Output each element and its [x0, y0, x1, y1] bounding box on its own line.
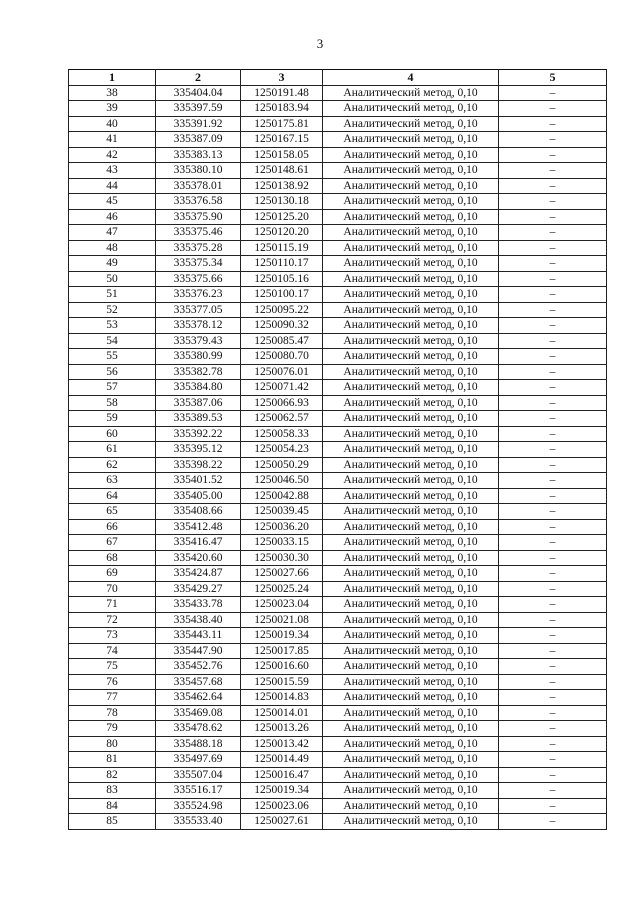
cell-point-number: 61: [69, 442, 156, 458]
cell-y-coordinate: 1250016.60: [241, 659, 323, 675]
cell-y-coordinate: 1250125.20: [241, 209, 323, 225]
cell-point-number: 80: [69, 736, 156, 752]
cell-y-coordinate: 1250027.66: [241, 566, 323, 582]
cell-method: Аналитический метод, 0,10: [323, 767, 499, 783]
cell-x-coordinate: 335375.28: [156, 240, 241, 256]
cell-description: –: [499, 194, 607, 210]
cell-y-coordinate: 1250014.83: [241, 690, 323, 706]
cell-description: –: [499, 240, 607, 256]
cell-y-coordinate: 1250016.47: [241, 767, 323, 783]
cell-method: Аналитический метод, 0,10: [323, 550, 499, 566]
table-row: [69, 457, 607, 473]
cell-x-coordinate: 335497.69: [156, 752, 241, 768]
cell-method: Аналитический метод, 0,10: [323, 736, 499, 752]
cell-y-coordinate: 1250054.23: [241, 442, 323, 458]
cell-method: Аналитический метод, 0,10: [323, 333, 499, 349]
cell-point-number: 43: [69, 163, 156, 179]
cell-x-coordinate: 335405.00: [156, 488, 241, 504]
cell-point-number: 50: [69, 271, 156, 287]
cell-y-coordinate: 1250030.30: [241, 550, 323, 566]
cell-y-coordinate: 1250080.70: [241, 349, 323, 365]
cell-y-coordinate: 1250120.20: [241, 225, 323, 241]
table-row: [69, 597, 607, 613]
cell-point-number: 76: [69, 674, 156, 690]
cell-point-number: 85: [69, 814, 156, 830]
cell-method: Аналитический метод, 0,10: [323, 256, 499, 272]
cell-point-number: 42: [69, 147, 156, 163]
cell-method: Аналитический метод, 0,10: [323, 209, 499, 225]
cell-method: Аналитический метод, 0,10: [323, 628, 499, 644]
cell-point-number: 45: [69, 194, 156, 210]
cell-method: Аналитический метод, 0,10: [323, 302, 499, 318]
cell-description: –: [499, 116, 607, 132]
cell-point-number: 83: [69, 783, 156, 799]
cell-point-number: 51: [69, 287, 156, 303]
cell-point-number: 48: [69, 240, 156, 256]
table-row: [69, 163, 607, 179]
cell-description: –: [499, 736, 607, 752]
cell-description: –: [499, 457, 607, 473]
cell-point-number: 82: [69, 767, 156, 783]
cell-y-coordinate: 1250090.32: [241, 318, 323, 334]
cell-method: Аналитический метод, 0,10: [323, 380, 499, 396]
cell-description: –: [499, 767, 607, 783]
cell-y-coordinate: 1250021.08: [241, 612, 323, 628]
table-row: [69, 240, 607, 256]
cell-y-coordinate: 1250066.93: [241, 395, 323, 411]
cell-x-coordinate: 335452.76: [156, 659, 241, 675]
cell-point-number: 59: [69, 411, 156, 427]
table-row: [69, 364, 607, 380]
cell-method: Аналитический метод, 0,10: [323, 194, 499, 210]
cell-description: –: [499, 101, 607, 117]
column-header-x-coordinate: 2: [156, 70, 241, 86]
cell-x-coordinate: 335383.13: [156, 147, 241, 163]
cell-description: –: [499, 581, 607, 597]
cell-x-coordinate: 335376.23: [156, 287, 241, 303]
table-row: [69, 395, 607, 411]
cell-description: –: [499, 178, 607, 194]
cell-description: –: [499, 85, 607, 101]
cell-description: –: [499, 550, 607, 566]
cell-x-coordinate: 335375.34: [156, 256, 241, 272]
cell-y-coordinate: 1250085.47: [241, 333, 323, 349]
table-row: [69, 225, 607, 241]
cell-method: Аналитический метод, 0,10: [323, 814, 499, 830]
cell-method: Аналитический метод, 0,10: [323, 271, 499, 287]
cell-method: Аналитический метод, 0,10: [323, 364, 499, 380]
table-row: [69, 504, 607, 520]
table-row: [69, 302, 607, 318]
cell-point-number: 63: [69, 473, 156, 489]
cell-method: Аналитический метод, 0,10: [323, 674, 499, 690]
table-row: [69, 426, 607, 442]
cell-description: –: [499, 225, 607, 241]
cell-y-coordinate: 1250062.57: [241, 411, 323, 427]
cell-y-coordinate: 1250050.29: [241, 457, 323, 473]
cell-y-coordinate: 1250023.06: [241, 798, 323, 814]
table-row: [69, 132, 607, 148]
cell-y-coordinate: 1250019.34: [241, 628, 323, 644]
cell-point-number: 47: [69, 225, 156, 241]
cell-description: –: [499, 504, 607, 520]
cell-method: Аналитический метод, 0,10: [323, 349, 499, 365]
column-header-y-coordinate: 3: [241, 70, 323, 86]
cell-method: Аналитический метод, 0,10: [323, 163, 499, 179]
cell-x-coordinate: 335438.40: [156, 612, 241, 628]
cell-y-coordinate: 1250015.59: [241, 674, 323, 690]
cell-description: –: [499, 535, 607, 551]
table-row: [69, 411, 607, 427]
cell-description: –: [499, 318, 607, 334]
cell-x-coordinate: 335389.53: [156, 411, 241, 427]
cell-x-coordinate: 335524.98: [156, 798, 241, 814]
cell-x-coordinate: 335488.18: [156, 736, 241, 752]
table-row: [69, 814, 607, 830]
cell-x-coordinate: 335377.05: [156, 302, 241, 318]
cell-description: –: [499, 411, 607, 427]
cell-point-number: 52: [69, 302, 156, 318]
coordinates-table: [68, 69, 607, 830]
cell-point-number: 58: [69, 395, 156, 411]
cell-description: –: [499, 488, 607, 504]
cell-y-coordinate: 1250019.34: [241, 783, 323, 799]
cell-y-coordinate: 1250167.15: [241, 132, 323, 148]
cell-point-number: 64: [69, 488, 156, 504]
cell-method: Аналитический метод, 0,10: [323, 287, 499, 303]
cell-description: –: [499, 814, 607, 830]
cell-x-coordinate: 335392.22: [156, 426, 241, 442]
cell-y-coordinate: 1250115.19: [241, 240, 323, 256]
table-row: [69, 581, 607, 597]
cell-x-coordinate: 335408.66: [156, 504, 241, 520]
cell-y-coordinate: 1250014.01: [241, 705, 323, 721]
cell-description: –: [499, 163, 607, 179]
cell-method: Аналитический метод, 0,10: [323, 612, 499, 628]
cell-y-coordinate: 1250071.42: [241, 380, 323, 396]
table-row: [69, 752, 607, 768]
cell-description: –: [499, 271, 607, 287]
cell-x-coordinate: 335398.22: [156, 457, 241, 473]
table-row: [69, 116, 607, 132]
cell-method: Аналитический метод, 0,10: [323, 535, 499, 551]
cell-x-coordinate: 335384.80: [156, 380, 241, 396]
cell-description: –: [499, 628, 607, 644]
cell-x-coordinate: 335457.68: [156, 674, 241, 690]
table-row: [69, 271, 607, 287]
cell-x-coordinate: 335462.64: [156, 690, 241, 706]
cell-method: Аналитический метод, 0,10: [323, 457, 499, 473]
cell-method: Аналитический метод, 0,10: [323, 581, 499, 597]
cell-x-coordinate: 335375.66: [156, 271, 241, 287]
cell-y-coordinate: 1250138.92: [241, 178, 323, 194]
cell-y-coordinate: 1250148.61: [241, 163, 323, 179]
cell-x-coordinate: 335397.59: [156, 101, 241, 117]
cell-x-coordinate: 335478.62: [156, 721, 241, 737]
cell-method: Аналитический метод, 0,10: [323, 519, 499, 535]
cell-y-coordinate: 1250046.50: [241, 473, 323, 489]
cell-point-number: 38: [69, 85, 156, 101]
cell-method: Аналитический метод, 0,10: [323, 240, 499, 256]
cell-method: Аналитический метод, 0,10: [323, 705, 499, 721]
cell-description: –: [499, 256, 607, 272]
cell-method: Аналитический метод, 0,10: [323, 798, 499, 814]
table-row: [69, 101, 607, 117]
cell-description: –: [499, 705, 607, 721]
cell-x-coordinate: 335412.48: [156, 519, 241, 535]
cell-point-number: 77: [69, 690, 156, 706]
cell-description: –: [499, 752, 607, 768]
cell-description: –: [499, 783, 607, 799]
table-row: [69, 767, 607, 783]
column-header-method: 4: [323, 70, 499, 86]
cell-y-coordinate: 1250058.33: [241, 426, 323, 442]
table-row: [69, 147, 607, 163]
cell-method: Аналитический метод, 0,10: [323, 318, 499, 334]
table-row: [69, 209, 607, 225]
table-row: [69, 178, 607, 194]
cell-x-coordinate: 335416.47: [156, 535, 241, 551]
cell-x-coordinate: 335533.40: [156, 814, 241, 830]
cell-method: Аналитический метод, 0,10: [323, 721, 499, 737]
cell-x-coordinate: 335516.17: [156, 783, 241, 799]
cell-description: –: [499, 612, 607, 628]
cell-y-coordinate: 1250110.17: [241, 256, 323, 272]
cell-y-coordinate: 1250013.26: [241, 721, 323, 737]
cell-point-number: 60: [69, 426, 156, 442]
cell-x-coordinate: 335375.46: [156, 225, 241, 241]
cell-x-coordinate: 335391.92: [156, 116, 241, 132]
cell-y-coordinate: 1250023.04: [241, 597, 323, 613]
cell-method: Аналитический метод, 0,10: [323, 442, 499, 458]
table-row: [69, 349, 607, 365]
cell-y-coordinate: 1250191.48: [241, 85, 323, 101]
cell-x-coordinate: 335404.04: [156, 85, 241, 101]
cell-point-number: 54: [69, 333, 156, 349]
table-row: [69, 690, 607, 706]
table-row: [69, 488, 607, 504]
cell-point-number: 68: [69, 550, 156, 566]
cell-point-number: 78: [69, 705, 156, 721]
cell-method: Аналитический метод, 0,10: [323, 473, 499, 489]
cell-method: Аналитический метод, 0,10: [323, 643, 499, 659]
cell-method: Аналитический метод, 0,10: [323, 504, 499, 520]
cell-method: Аналитический метод, 0,10: [323, 147, 499, 163]
page-number: 3: [316, 36, 324, 51]
cell-y-coordinate: 1250039.45: [241, 504, 323, 520]
cell-method: Аналитический метод, 0,10: [323, 488, 499, 504]
cell-method: Аналитический метод, 0,10: [323, 659, 499, 675]
table-row: [69, 674, 607, 690]
cell-description: –: [499, 147, 607, 163]
cell-x-coordinate: 335378.12: [156, 318, 241, 334]
cell-description: –: [499, 442, 607, 458]
cell-x-coordinate: 335469.08: [156, 705, 241, 721]
cell-point-number: 53: [69, 318, 156, 334]
cell-point-number: 67: [69, 535, 156, 551]
cell-x-coordinate: 335424.87: [156, 566, 241, 582]
cell-x-coordinate: 335379.43: [156, 333, 241, 349]
cell-point-number: 65: [69, 504, 156, 520]
cell-description: –: [499, 302, 607, 318]
cell-description: –: [499, 659, 607, 675]
cell-y-coordinate: 1250175.81: [241, 116, 323, 132]
cell-y-coordinate: 1250033.15: [241, 535, 323, 551]
table-body: [69, 85, 607, 829]
cell-point-number: 56: [69, 364, 156, 380]
cell-x-coordinate: 335395.12: [156, 442, 241, 458]
cell-description: –: [499, 333, 607, 349]
cell-method: Аналитический метод, 0,10: [323, 225, 499, 241]
cell-point-number: 44: [69, 178, 156, 194]
cell-x-coordinate: 335376.58: [156, 194, 241, 210]
table-row: [69, 318, 607, 334]
cell-point-number: 66: [69, 519, 156, 535]
cell-description: –: [499, 721, 607, 737]
cell-y-coordinate: 1250105.16: [241, 271, 323, 287]
cell-point-number: 46: [69, 209, 156, 225]
table-row: [69, 643, 607, 659]
table-row: [69, 333, 607, 349]
cell-y-coordinate: 1250100.17: [241, 287, 323, 303]
cell-method: Аналитический метод, 0,10: [323, 426, 499, 442]
cell-y-coordinate: 1250036.20: [241, 519, 323, 535]
cell-description: –: [499, 349, 607, 365]
cell-x-coordinate: 335420.60: [156, 550, 241, 566]
table-row: [69, 736, 607, 752]
cell-method: Аналитический метод, 0,10: [323, 566, 499, 582]
cell-description: –: [499, 426, 607, 442]
table-row: [69, 194, 607, 210]
cell-point-number: 75: [69, 659, 156, 675]
table-row: [69, 442, 607, 458]
cell-y-coordinate: 1250183.94: [241, 101, 323, 117]
cell-y-coordinate: 1250025.24: [241, 581, 323, 597]
cell-method: Аналитический метод, 0,10: [323, 690, 499, 706]
cell-y-coordinate: 1250027.61: [241, 814, 323, 830]
cell-point-number: 72: [69, 612, 156, 628]
cell-description: –: [499, 597, 607, 613]
cell-point-number: 55: [69, 349, 156, 365]
cell-description: –: [499, 380, 607, 396]
table-row: [69, 566, 607, 582]
cell-method: Аналитический метод, 0,10: [323, 116, 499, 132]
cell-point-number: 41: [69, 132, 156, 148]
cell-description: –: [499, 395, 607, 411]
cell-y-coordinate: 1250095.22: [241, 302, 323, 318]
cell-method: Аналитический метод, 0,10: [323, 178, 499, 194]
cell-point-number: 49: [69, 256, 156, 272]
cell-y-coordinate: 1250017.85: [241, 643, 323, 659]
column-header-description: 5: [499, 70, 607, 86]
cell-x-coordinate: 335378.01: [156, 178, 241, 194]
cell-point-number: 73: [69, 628, 156, 644]
cell-x-coordinate: 335443.11: [156, 628, 241, 644]
table-row: [69, 612, 607, 628]
cell-x-coordinate: 335401.52: [156, 473, 241, 489]
cell-point-number: 39: [69, 101, 156, 117]
cell-description: –: [499, 643, 607, 659]
cell-description: –: [499, 473, 607, 489]
cell-point-number: 69: [69, 566, 156, 582]
cell-x-coordinate: 335380.10: [156, 163, 241, 179]
cell-x-coordinate: 335380.99: [156, 349, 241, 365]
cell-y-coordinate: 1250130.18: [241, 194, 323, 210]
table-row: [69, 287, 607, 303]
table-row: [69, 535, 607, 551]
cell-method: Аналитический метод, 0,10: [323, 597, 499, 613]
table-row: [69, 550, 607, 566]
cell-point-number: 74: [69, 643, 156, 659]
cell-point-number: 84: [69, 798, 156, 814]
cell-point-number: 81: [69, 752, 156, 768]
cell-description: –: [499, 209, 607, 225]
table-row: [69, 721, 607, 737]
cell-point-number: 70: [69, 581, 156, 597]
table-row: [69, 628, 607, 644]
cell-x-coordinate: 335387.09: [156, 132, 241, 148]
cell-method: Аналитический метод, 0,10: [323, 783, 499, 799]
cell-y-coordinate: 1250076.01: [241, 364, 323, 380]
cell-method: Аналитический метод, 0,10: [323, 411, 499, 427]
cell-x-coordinate: 335387.06: [156, 395, 241, 411]
cell-description: –: [499, 690, 607, 706]
table-row: [69, 659, 607, 675]
cell-description: –: [499, 287, 607, 303]
table-row: [69, 705, 607, 721]
table-row: [69, 256, 607, 272]
cell-y-coordinate: 1250013.42: [241, 736, 323, 752]
cell-point-number: 71: [69, 597, 156, 613]
column-header-point-number: 1: [69, 70, 156, 86]
cell-description: –: [499, 798, 607, 814]
table-header-row: [69, 70, 607, 86]
table-row: [69, 85, 607, 101]
table-row: [69, 473, 607, 489]
cell-description: –: [499, 566, 607, 582]
table-row: [69, 380, 607, 396]
cell-method: Аналитический метод, 0,10: [323, 752, 499, 768]
cell-point-number: 62: [69, 457, 156, 473]
cell-point-number: 57: [69, 380, 156, 396]
cell-y-coordinate: 1250042.88: [241, 488, 323, 504]
table-row: [69, 798, 607, 814]
cell-x-coordinate: 335507.04: [156, 767, 241, 783]
cell-x-coordinate: 335375.90: [156, 209, 241, 225]
cell-x-coordinate: 335382.78: [156, 364, 241, 380]
cell-method: Аналитический метод, 0,10: [323, 85, 499, 101]
cell-description: –: [499, 519, 607, 535]
cell-description: –: [499, 674, 607, 690]
cell-description: –: [499, 364, 607, 380]
cell-method: Аналитический метод, 0,10: [323, 132, 499, 148]
cell-x-coordinate: 335447.90: [156, 643, 241, 659]
cell-method: Аналитический метод, 0,10: [323, 395, 499, 411]
cell-point-number: 40: [69, 116, 156, 132]
cell-x-coordinate: 335433.78: [156, 597, 241, 613]
cell-method: Аналитический метод, 0,10: [323, 101, 499, 117]
cell-point-number: 79: [69, 721, 156, 737]
cell-y-coordinate: 1250158.05: [241, 147, 323, 163]
cell-description: –: [499, 132, 607, 148]
cell-x-coordinate: 335429.27: [156, 581, 241, 597]
cell-y-coordinate: 1250014.49: [241, 752, 323, 768]
table-row: [69, 519, 607, 535]
table-row: [69, 783, 607, 799]
